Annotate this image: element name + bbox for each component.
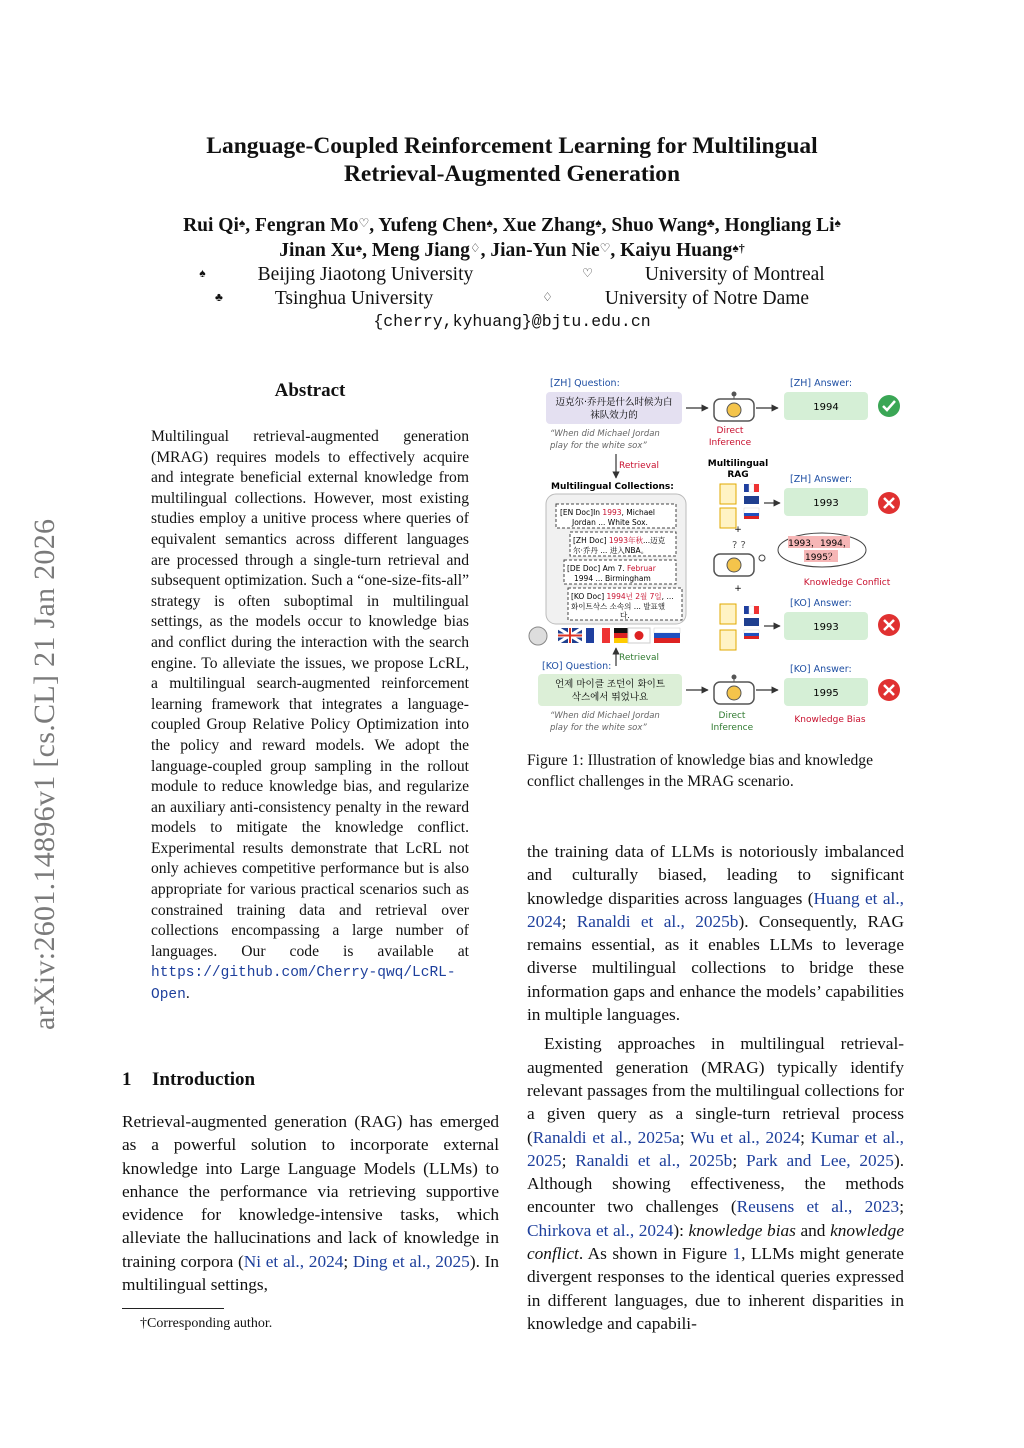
text: ). Although showing effectiveness, the methods encounter two challenges ( xyxy=(527,1150,905,1217)
author-mark: ♡ xyxy=(358,216,370,230)
cross-icon xyxy=(878,614,900,636)
ko-question-line-1: 언제 마이클 조던이 화이트 xyxy=(554,679,666,690)
citation-separator: ; xyxy=(561,1150,576,1170)
text: ): xyxy=(673,1220,689,1240)
author-mark: ♠ xyxy=(834,216,841,230)
multilingual-rag-line-2: RAG xyxy=(727,470,749,480)
citation-separator: ; xyxy=(732,1150,746,1170)
doc-line: 화이트삭스 소속의 ... 발표했 xyxy=(571,602,665,611)
abstract-body xyxy=(151,427,469,1006)
retrieval-label: Retrieval xyxy=(619,461,659,471)
text: ). Consequently, RAG remains essential, as it enables LLMs to leverage diverse multilingual collections to bridge these information gaps and enhance the models’ capabilities in multiple languages. xyxy=(527,911,904,1025)
robot-icon xyxy=(714,554,754,576)
japan-flag-icon xyxy=(628,628,650,643)
answer-label: [KO] Answer: xyxy=(790,664,852,675)
citation-separator: ; xyxy=(899,1197,904,1217)
document-stack-icon xyxy=(720,604,736,650)
citation-separator: ; xyxy=(679,1127,691,1147)
plus-sign: + xyxy=(734,525,742,535)
author: Jinan Xu xyxy=(279,240,356,261)
doc-line: 尔·乔丹 ... 进入NBA。 xyxy=(573,546,649,555)
figure-caption: Figure 1: Illustration of knowledge bias and knowledge conflict challenges in the MRAG scenario. xyxy=(527,752,874,790)
affiliation-name: Tsinghua University xyxy=(274,288,434,309)
ko-question-line-2: 삭스에서 뛰었나요 xyxy=(571,692,649,703)
text: . As shown in Figure xyxy=(578,1244,733,1264)
cross-icon xyxy=(878,679,900,701)
direct-inference-line-1: Direct xyxy=(718,711,746,721)
affiliations-row-2 xyxy=(100,287,924,311)
affiliations-row-1 xyxy=(100,263,924,287)
right-column-body xyxy=(527,840,904,1335)
author-mark: ♡ xyxy=(599,241,611,255)
answer-label: [ZH] Answer: xyxy=(790,378,853,389)
author-mark: ♠ xyxy=(355,241,363,255)
abstract-heading: Abstract xyxy=(274,380,346,401)
citation-link[interactable]: Chirkova et al., 2024 xyxy=(527,1220,674,1240)
author-line-1: Rui Qi♠, Fengran Mo♡, Yufeng Chen♠, Xue Zhang♠, Shuo Wang♣, Hongliang Li♠ xyxy=(183,215,841,236)
answer-value: 1994 xyxy=(813,402,839,413)
citation-link[interactable]: Ni et al., 2024 xyxy=(243,1251,344,1271)
affiliation-name: University of Montreal xyxy=(644,264,825,285)
conflict-years-line-2: 1995？ xyxy=(805,553,837,563)
uk-flag-icon xyxy=(558,628,582,643)
zh-question-label: [ZH] Question: xyxy=(550,378,620,389)
author: Fengran Mo xyxy=(255,215,359,236)
affiliation-mark: ♣ xyxy=(214,290,223,304)
intro-paragraph xyxy=(122,1110,499,1296)
text: and xyxy=(795,1220,831,1240)
answer-label: [KO] Answer: xyxy=(790,598,852,609)
cross-icon xyxy=(878,492,900,514)
language-flags-icon xyxy=(744,484,759,519)
abstract-text-end: . xyxy=(185,985,190,1003)
author: Hongliang Li xyxy=(724,215,835,236)
section-heading xyxy=(122,1069,255,1091)
author-mark: ♠ xyxy=(486,216,493,230)
author: Shuo Wang xyxy=(611,215,707,236)
direct-inference-line-1: Direct xyxy=(716,426,744,436)
robot-icon xyxy=(714,392,754,422)
citation-separator: ; xyxy=(561,911,577,931)
title-line-2: Retrieval-Augmented Generation xyxy=(343,161,681,187)
title-line-1: Language-Coupled Reinforcement Learning for Multilingual xyxy=(206,133,818,159)
check-icon xyxy=(878,395,900,417)
affiliation xyxy=(556,263,851,287)
answer-label: [ZH] Answer: xyxy=(790,474,853,485)
figure-reference-link[interactable]: 1 xyxy=(732,1244,742,1264)
author: Kaiyu Huang xyxy=(620,240,733,261)
contact-email[interactable]: {cherry,kyhuang}@bjtu.edu.cn xyxy=(373,312,651,331)
doc-line: [EN Doc]In 1993, Michael xyxy=(560,508,656,517)
citation-link[interactable]: Ranaldi et al., 2025b xyxy=(576,911,739,931)
ko-translation-line-2: play for the white sox” xyxy=(550,723,647,733)
doc-line: 다. xyxy=(620,611,630,620)
multilingual-rag-line-1: Multilingual xyxy=(707,459,769,469)
author: Jian-Yun Nie xyxy=(490,240,600,261)
affiliation xyxy=(173,263,499,287)
arxiv-identifier: arXiv:2601.14896v1 [cs.CL] 21 Jan 2026 xyxy=(28,518,61,1030)
author-mark: ♠† xyxy=(732,241,745,255)
citation-link[interactable]: Ranaldi et al., 2025b xyxy=(575,1150,733,1170)
intro-text-end: ). In multilingual settings, xyxy=(122,1251,500,1295)
affiliation-name: University of Notre Dame xyxy=(604,288,810,309)
zh-question-line-1: 迈克尔·乔丹是什么时候为白 xyxy=(555,397,673,408)
affiliation-mark: ♠ xyxy=(199,266,206,280)
answer-value: 1995 xyxy=(813,688,839,699)
citation-link[interactable]: Ranaldi et al., 2025a xyxy=(532,1127,680,1147)
citation-link[interactable]: Huang et al., 2024 xyxy=(527,888,904,931)
citation-link[interactable]: Ding et al., 2025 xyxy=(352,1251,470,1271)
retrieval-label: Retrieval xyxy=(619,653,659,663)
author: Rui Qi xyxy=(183,215,239,236)
author-mark: ♣ xyxy=(706,216,715,230)
question-marks: ? ? xyxy=(732,540,746,551)
section-title: Introduction xyxy=(152,1069,256,1090)
conflict-years-line-1: 1993，1994， xyxy=(788,539,852,549)
footnote: †Corresponding author. xyxy=(140,1316,273,1331)
author-line-2: Jinan Xu♠, Meng Jiang♢, Jian-Yun Nie♡, Kaiyu Huang♠† xyxy=(279,240,745,261)
document-stack-icon xyxy=(720,484,736,528)
zh-translation-line-1: “When did Michael Jordan xyxy=(550,429,660,439)
doc-line: 1994 ... Birmingham xyxy=(574,574,651,583)
plus-sign: + xyxy=(734,584,742,594)
knowledge-conflict-label: Knowledge Conflict xyxy=(803,578,891,588)
author: Xue Zhang xyxy=(502,215,596,236)
intro-text: Retrieval-augmented generation (RAG) has emerged as a powerful solution to incorporate external knowledge into Large Language Models (LLMs) to enhance the performance via retrieving supportive evidence for knowledge-intensive tasks, which alleviate the hallucinations and lack of knowledge in training corpora ( xyxy=(122,1112,499,1271)
paragraph xyxy=(527,840,904,1026)
zh-translation-line-2: play for the white sox” xyxy=(550,441,647,451)
emphasis: knowledge bias xyxy=(688,1220,796,1240)
citation-separator: ; xyxy=(343,1251,353,1271)
citation-link[interactable]: Park and Lee, 2025 xyxy=(745,1150,894,1170)
knowledge-bias-label: Knowledge Bias xyxy=(794,715,866,725)
author-mark: ♠ xyxy=(595,216,602,230)
doc-line: [ZH Doc] 1993年秋...迈克 xyxy=(573,536,666,545)
author: Meng Jiang xyxy=(371,240,470,261)
emphasis: knowledge conflict xyxy=(527,1220,904,1264)
direct-inference-line-2: Inference xyxy=(710,723,754,733)
footnote-rule xyxy=(122,1308,224,1309)
citation-link[interactable]: Wu et al., 2024 xyxy=(690,1127,801,1147)
paragraph xyxy=(527,1032,904,1335)
author-list xyxy=(100,213,924,263)
direct-inference-line-2: Inference xyxy=(708,438,752,448)
citation-link[interactable]: Reusens et al., 2023 xyxy=(736,1197,900,1217)
answer-value: 1993 xyxy=(813,498,839,509)
affiliation-mark: ♡ xyxy=(582,266,593,280)
wikipedia-globe-icon xyxy=(529,627,547,645)
text: , LLMs might generate divergent responses to the identical queries expressed in different languages, due to inherent disparities in knowledge and capabili- xyxy=(527,1244,904,1333)
citation-separator: ; xyxy=(800,1127,811,1147)
paper-title xyxy=(120,132,904,188)
doc-line: [DE Doc] Am 7. Februar xyxy=(567,564,656,573)
abstract-text: Multilingual retrieval-augmented generation (MRAG) requires models to effectively acquire and integrate beneficial external knowledge from multilingual collections. However, most existing studies employ a unitive process where queries of equivalent semantics across different languages are processed through a single-turn retrieval and subsequent optimization. Such a “one-size-fits-all” strategy is often suboptimal in multilingual settings, as the models occur to knowledge bias and conflict during the interaction with the search engine. To alleviate the issues, we propose LcRL, a multilingual search-augmented reinforcement learning framework that integrates a language-coupled Group Relative Policy Optimization into the policy and reward models. We adopt the language-coupled group sampling in the rollout module to reduce knowledge bias, and regularize an auxiliary anti-consistency penalty in the reward models to mitigate the knowledge conflict. Experimental results demonstrate that LcRL not only achieves competitive performance but is also appropriate for various practical scenarios such as constrained training data and retrieval over collections encompassing a large number of languages. Our code is available at xyxy=(151,428,469,960)
answer-value: 1993 xyxy=(813,622,839,633)
robot-icon xyxy=(714,675,754,705)
affiliation-name: Beijing Jiaotong University xyxy=(257,264,474,285)
bubble-dot xyxy=(759,555,765,561)
figure-1 xyxy=(524,372,908,742)
ko-translation-line-1: “When did Michael Jordan xyxy=(550,711,660,721)
section-number: 1 xyxy=(122,1069,132,1090)
affiliation xyxy=(516,287,835,311)
author-mark: ♢ xyxy=(469,241,481,255)
russia-flag-icon xyxy=(654,628,680,643)
author: Yufeng Chen xyxy=(378,215,487,236)
ko-question-label: [KO] Question: xyxy=(542,661,612,672)
affiliation-mark: ♢ xyxy=(542,290,553,304)
doc-line: [KO Doc] 1994년 2월 7일, ... xyxy=(571,592,674,601)
affiliation xyxy=(189,287,459,311)
collections-label: Multilingual Collections: xyxy=(551,482,674,492)
zh-question-line-2: 袜队效力的 xyxy=(590,410,638,421)
code-url-link[interactable]: https://github.com/Cherry-qwq/LcRL-Open xyxy=(151,965,456,1004)
citation-link[interactable]: Kumar et al., 2025 xyxy=(527,1127,904,1170)
doc-line: Jordan ... White Sox. xyxy=(572,518,648,527)
france-flag-icon xyxy=(586,628,610,643)
text: the training data of LLMs is notoriously imbalanced and culturally biased, leading to significant knowledge disparities across languages ( xyxy=(527,842,904,908)
author-mark: ♠ xyxy=(238,216,246,230)
language-flags-icon xyxy=(744,606,759,639)
text: Existing approaches in multilingual retrieval-augmented generation (MRAG) typically identify relevant passages from the multilingual collections for a given query as a single-turn retrieval process ( xyxy=(527,1034,904,1147)
